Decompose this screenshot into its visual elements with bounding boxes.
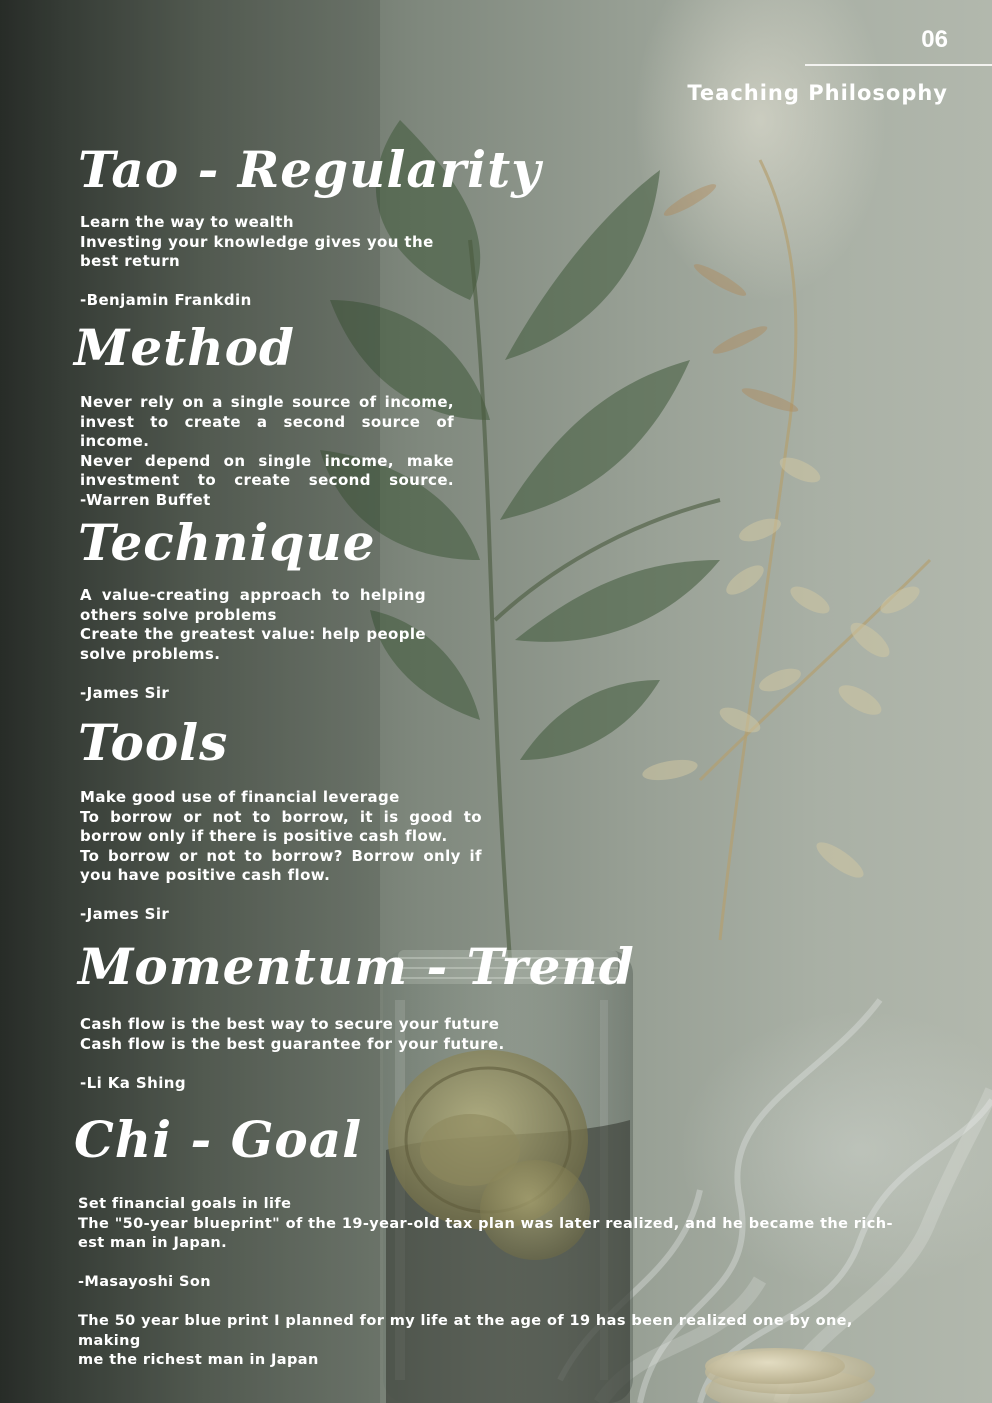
quote-line: To borrow or not to borrow, it is good to bbox=[80, 807, 482, 826]
quote-line: The "50-year blueprint" of the 19-year-old tax plan was later realized, and he became the rich- bbox=[78, 1215, 893, 1232]
closing-line: me the richest man in Japan bbox=[78, 1352, 319, 1368]
quote-line: best return bbox=[80, 252, 181, 270]
quote-tao-regularity bbox=[80, 213, 460, 311]
header-divider bbox=[805, 64, 992, 66]
page-number: 06 bbox=[921, 26, 948, 53]
quote-line: investment to create second source. bbox=[80, 471, 454, 489]
quote-line: To borrow or not to borrow? Borrow only if bbox=[80, 846, 482, 865]
quote-line: A value-creating approach to helping bbox=[80, 586, 426, 604]
quote-line: invest to create a second source of income. bbox=[80, 412, 454, 450]
quote-technique bbox=[80, 586, 426, 703]
heading-momentum-trend: Momentum - Trend bbox=[78, 937, 635, 996]
quote-line: Never rely on a single source of income, bbox=[80, 393, 454, 411]
quote-line: Make good use of financial leverage bbox=[80, 788, 400, 806]
section-title: Teaching Philosophy bbox=[687, 81, 948, 105]
quote-momentum-trend bbox=[80, 1015, 520, 1093]
quote-chi-goal bbox=[78, 1195, 918, 1371]
quote-attribution: -James Sir bbox=[80, 683, 170, 702]
quote-line: others solve problems bbox=[80, 605, 277, 624]
quote-attribution: -Li Ka Shing bbox=[80, 1073, 186, 1092]
heading-tools: Tools bbox=[78, 713, 229, 772]
heading-chi-goal: Chi - Goal bbox=[74, 1110, 363, 1169]
quote-line: Cash flow is the best way to secure your future bbox=[80, 1015, 500, 1033]
quote-attribution: -Warren Buffet bbox=[80, 490, 211, 509]
quote-tools bbox=[80, 788, 482, 925]
heading-method: Method bbox=[74, 318, 295, 377]
quote-line: est man in Japan. bbox=[78, 1235, 228, 1251]
quote-line: Create the greatest value: help people bbox=[80, 625, 426, 643]
quote-line: solve problems. bbox=[80, 644, 221, 663]
quote-line: Learn the way to wealth bbox=[80, 213, 294, 231]
quote-line: borrow only if there is positive cash flow. bbox=[80, 827, 448, 845]
closing-line: The 50 year blue print I planned for my life at the age of 19 has been realized one by one, making bbox=[78, 1313, 853, 1349]
heading-tao-regularity: Tao - Regularity bbox=[78, 140, 542, 199]
quote-method bbox=[80, 393, 454, 510]
heading-technique: Technique bbox=[78, 513, 376, 572]
quote-line: Never depend on single income, make bbox=[80, 451, 454, 470]
quote-line: you have positive cash flow. bbox=[80, 866, 331, 884]
quote-attribution: -Benjamin Frankdin bbox=[80, 291, 252, 309]
quote-attribution: -James Sir bbox=[80, 905, 170, 923]
quote-attribution: -Masayoshi Son bbox=[78, 1274, 211, 1290]
quote-line: Investing your knowledge gives you the bbox=[80, 232, 434, 251]
quote-line: Cash flow is the best guarantee for your future. bbox=[80, 1034, 505, 1053]
quote-line: Set financial goals in life bbox=[78, 1196, 292, 1212]
